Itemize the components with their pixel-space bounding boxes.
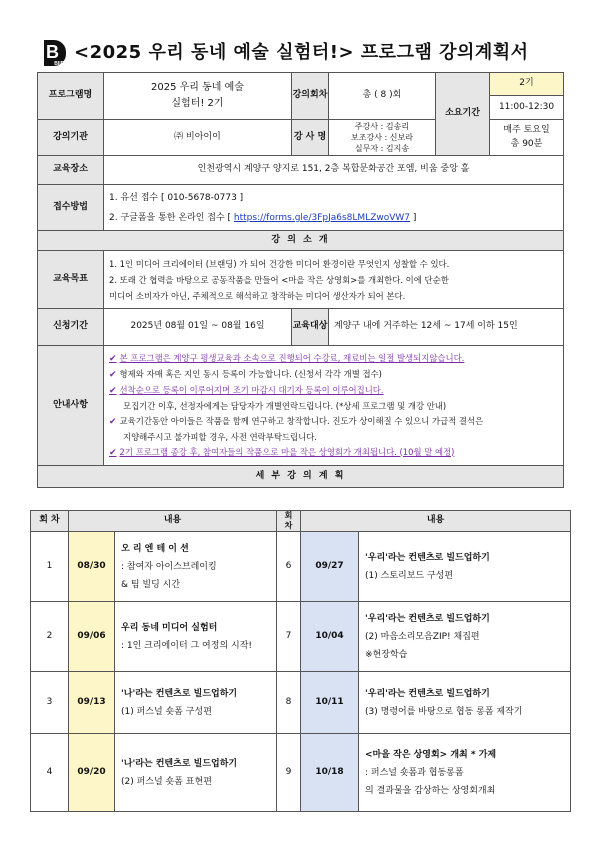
col-session-header: 회 차 (31, 511, 69, 532)
apply-form-link[interactable]: https://forms.gle/3FpJa6s8LMLZwoVW7 (233, 212, 411, 223)
org-value: ㈜ 비아이이 (104, 120, 292, 156)
check-icon: ✔ (109, 447, 117, 458)
target-value: 계양구 내에 거주하는 12세 ~ 17세 이하 15인 (329, 309, 564, 346)
check-icon: ✔ (109, 369, 117, 380)
sessions-label: 강의회차 (292, 73, 329, 120)
org-label: 강의기관 (38, 120, 104, 156)
check-icon: ✔ (109, 385, 117, 396)
notes-label: 안내사항 (38, 346, 104, 466)
col-content-header-2: 내용 (301, 511, 571, 532)
document-title: <2025 우리 동네 예술 실험터!> 프로그램 강의계획서 (74, 42, 529, 63)
notes-list: ✔ 본 프로그램은 계양구 평생교육과 소속으로 진행되어 수강료, 재료비는 일절 발생되지않습니다. ✔ 형제와 자매 혹은 지인 동시 등록이 가능합니다. (신청서 각각 개별 접수) ✔ 선착순으로 등록이 이루어지며 조기 마감시 대기자 등록이 이루어집니다. 모집기간 이후, 선정자에게는 담당자가 개별연락드립니다. (*상세 프로그램 및 개강 안내) ✔ 교육기간동안 아이들은 작품을 함께 연구하고 창작합니다. 진도가 상이해질 수 있으니 가급적 결석은 지양해주시고 불가피할 경우, 사전 연락부탁드립니다. ✔ 2기 프로그램 종강 후, 참여자들의 작품으로 마을 작은 상영회가 개최됩니다. (10월 말 예정) (104, 346, 564, 466)
goal-value: 1. 1인 미디어 크리에이터 (브랜딩) 가 되어 건강한 미디어 환경이란 무엇인지 성찰할 수 있다. 2. 또래 간 협력을 바탕으로 공동작품을 만들어 <마을 작은 상영회>를 개최한다. 이에 단순한 미디어 소비자가 아닌, 주체적으로 해석하고 창작하는 미디어 생산자가 되어 본다. (104, 251, 564, 309)
apply-label: 접수방법 (38, 185, 104, 231)
duration-label: 소요기간 (436, 73, 490, 156)
sessions-value: 총 ( 8 )회 (329, 73, 436, 120)
period-value: 2025년 08월 01일 ~ 08월 16일 (104, 309, 292, 346)
table-row: 2 09/06 우리 동네 미디어 실험터 : 1인 크리에이터 그 여정의 시작! 7 10/04 '우리'라는 컨텐츠로 빌드업하기 (2) 마음소리모음ZIP! 채집편 ※현장학습 (31, 602, 571, 672)
program-name-value: 2025 우리 동네 예술 실험터! 2기 (104, 73, 292, 120)
place-label: 교육장소 (38, 156, 104, 185)
cohort-value: 2기 (490, 73, 564, 96)
col-session-header-2: 회 차 (277, 511, 301, 532)
table-row: 4 09/20 '나'라는 컨텐츠로 빌드업하기 (2) 퍼스널 숏폼 표현편 9 10/18 <마을 작은 상영회> 개최 * 가제 : 퍼스널 숏폼과 협동롱폼 의 결과물을 감상하는 상영회개최 (31, 734, 571, 812)
col-content-header: 내용 (69, 511, 277, 532)
program-info-table (37, 72, 564, 488)
brand-logo: B BIIE (46, 42, 64, 67)
instructor-label: 강 사 명 (292, 120, 329, 156)
time-value: 11:00-12:30 (490, 96, 564, 120)
period-label: 신청기간 (38, 309, 104, 346)
document-header (44, 38, 564, 70)
intro-section-title: 강 의 소 개 (38, 231, 564, 251)
place-value: 인천광역시 계양구 양지로 151, 2층 복합문화공간 포엠, 비움 중앙 홀 (104, 156, 564, 185)
goal-label: 교육목표 (38, 251, 104, 309)
target-label: 교육대상 (292, 309, 329, 346)
check-icon: ✔ (109, 416, 117, 427)
plan-section-title: 세 부 강 의 계 획 (38, 466, 564, 488)
program-name-label: 프로그램명 (38, 73, 104, 120)
instructor-value: 주강사 : 김송리 보조강사 : 신보라 실무자 : 김지송 (329, 120, 436, 156)
schedule-value: 매주 토요일 총 90분 (490, 120, 564, 156)
check-icon: ✔ (109, 353, 117, 364)
table-row: 3 09/13 '나'라는 컨텐츠로 빌드업하기 (1) 퍼스널 숏폼 구성편 8 10/11 '우리'라는 컨텐츠로 빌드업하기 (3) 명령어를 바탕으로 협동 롱폼 제작기 (31, 672, 571, 734)
apply-value: 1. 유선 접수 [ 010-5678-0773 ] 2. 구글폼을 통한 온라인 접수 [ https://forms.gle/3FpJa6s8LMLZwoVW7 ] (104, 185, 564, 231)
table-row: 1 08/30 오 리 엔 테 이 션 : 참여자 아이스브레이킹 & 팀 빌딩 시간 6 09/27 '우리'라는 컨텐츠로 빌드업하기 (1) 스토리보드 구성편 (31, 532, 571, 602)
schedule-table (30, 510, 571, 812)
